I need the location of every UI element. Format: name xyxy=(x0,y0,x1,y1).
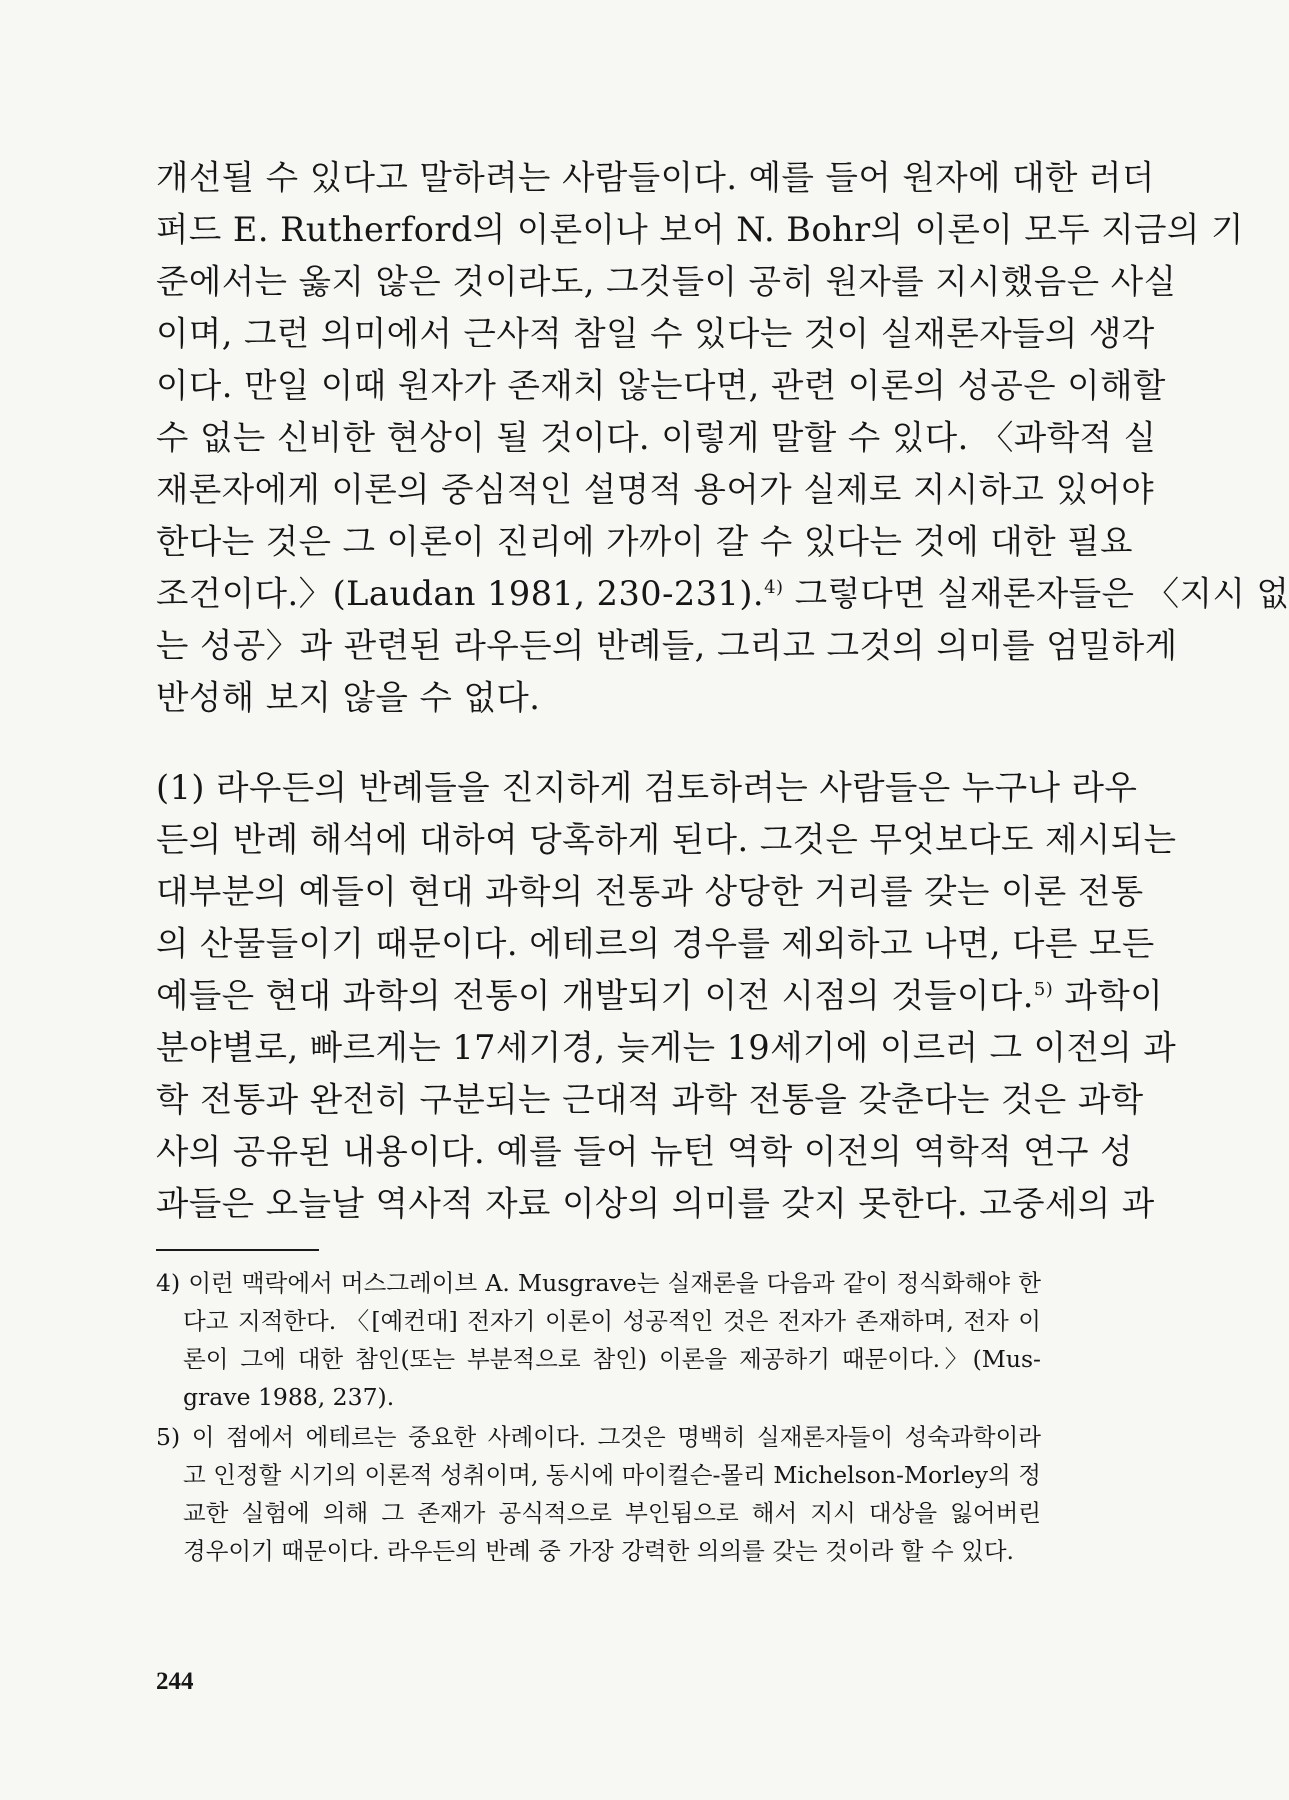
footnote-marker-4: 4) xyxy=(764,576,784,598)
footnote-5-line: 고 인정할 시기의 이론적 성취이며, 동시에 마이컬슨-몰리 Michelson-Morley의 정 xyxy=(183,1461,1041,1489)
body-line: 분야별로, 빠르게는 17세기경, 늦게는 19세기에 이르러 그 이전의 과 xyxy=(156,1028,1177,1067)
footnote-marker-5: 5) xyxy=(1033,978,1054,1000)
footnote-5-line: 5) 이 점에서 에테르는 중요한 사례이다. 그것은 명백히 실재론자들이 성숙과학이라 xyxy=(156,1423,1041,1451)
footnote-5-line: 교한 실험에 의해 그 존재가 공식적으로 부인됨으로 해서 지시 대상을 잃어버린 xyxy=(183,1499,1041,1527)
body-line: 재론자에게 이론의 중심적인 설명적 용어가 실제로 지시하고 있어야 xyxy=(156,470,1155,509)
body-line-with-footnote xyxy=(156,976,1164,1022)
footnote-4-line: grave 1988, 237). xyxy=(183,1383,395,1411)
body-text: 과학이 xyxy=(1053,976,1164,1015)
footnote-4-line: 4) 이런 맥락에서 머스그레이브 A. Musgrave는 실재론을 다음과 같이 정식화해야 한 xyxy=(156,1269,1041,1297)
footnote-divider xyxy=(156,1249,319,1251)
body-text: 조건이다.〉(Laudan 1981, 230-231). xyxy=(156,574,765,613)
body-text: 예들은 현대 과학의 전통이 개발되기 이전 시점의 것들이다. xyxy=(156,976,1034,1015)
footnote-5-line: 경우이기 때문이다. 라우든의 반례 중 가장 강력한 의의를 갖는 것이라 할 수 있다. xyxy=(183,1537,1015,1565)
body-line: 대부분의 예들이 현대 과학의 전통과 상당한 거리를 갖는 이론 전통 xyxy=(156,872,1144,911)
footnote-4-line: 론이 그에 대한 참인(또는 부분적으로 참인) 이론을 제공하기 때문이다.〉(Mus- xyxy=(183,1345,1041,1373)
body-line: 수 없는 신비한 현상이 될 것이다. 이렇게 말할 수 있다. 〈과학적 실 xyxy=(156,418,1157,457)
body-line: 개선될 수 있다고 말하려는 사람들이다. 예를 들어 원자에 대한 러더 xyxy=(156,158,1155,197)
body-line: 든의 반례 해석에 대하여 당혹하게 된다. 그것은 무엇보다도 제시되는 xyxy=(156,820,1177,859)
body-line: 학 전통과 완전히 구분되는 근대적 과학 전통을 갖춘다는 것은 과학 xyxy=(156,1080,1144,1119)
body-line: 이며, 그런 의미에서 근사적 참일 수 있다는 것이 실재론자들의 생각 xyxy=(156,314,1155,353)
body-line: 한다는 것은 그 이론이 진리에 가까이 갈 수 있다는 것에 대한 필요 xyxy=(156,522,1134,561)
body-text: 그렇다면 실재론자들은 〈지시 없 xyxy=(783,574,1289,613)
body-line: 준에서는 옳지 않은 것이라도, 그것들이 공히 원자를 지시했음은 사실 xyxy=(156,262,1177,301)
body-line: 반성해 보지 않을 수 없다. xyxy=(156,678,541,717)
page-number: 244 xyxy=(156,1668,194,1695)
body-line: 과들은 오늘날 역사적 자료 이상의 의미를 갖지 못한다. 고중세의 과 xyxy=(156,1184,1155,1223)
body-line: 퍼드 E. Rutherford의 이론이나 보어 N. Bohr의 이론이 모두 지금의 기 xyxy=(156,210,1244,249)
body-line: 이다. 만일 이때 원자가 존재치 않는다면, 관련 이론의 성공은 이해할 xyxy=(156,366,1166,405)
footnote-4-line: 다고 지적한다. 〈[예컨대] 전자기 이론이 성공적인 것은 전자가 존재하며, 전자 이 xyxy=(183,1307,1041,1335)
body-line: (1) 라우든의 반례들을 진지하게 검토하려는 사람들은 누구나 라우 xyxy=(156,768,1138,807)
body-line-with-footnote xyxy=(156,574,1289,620)
body-line: 사의 공유된 내용이다. 예를 들어 뉴턴 역학 이전의 역학적 연구 성 xyxy=(156,1132,1134,1171)
body-line: 는 성공〉과 관련된 라우든의 반례들, 그리고 그것의 의미를 엄밀하게 xyxy=(156,626,1178,665)
body-line: 의 산물들이기 때문이다. 에테르의 경우를 제외하고 나면, 다른 모든 xyxy=(156,924,1155,963)
